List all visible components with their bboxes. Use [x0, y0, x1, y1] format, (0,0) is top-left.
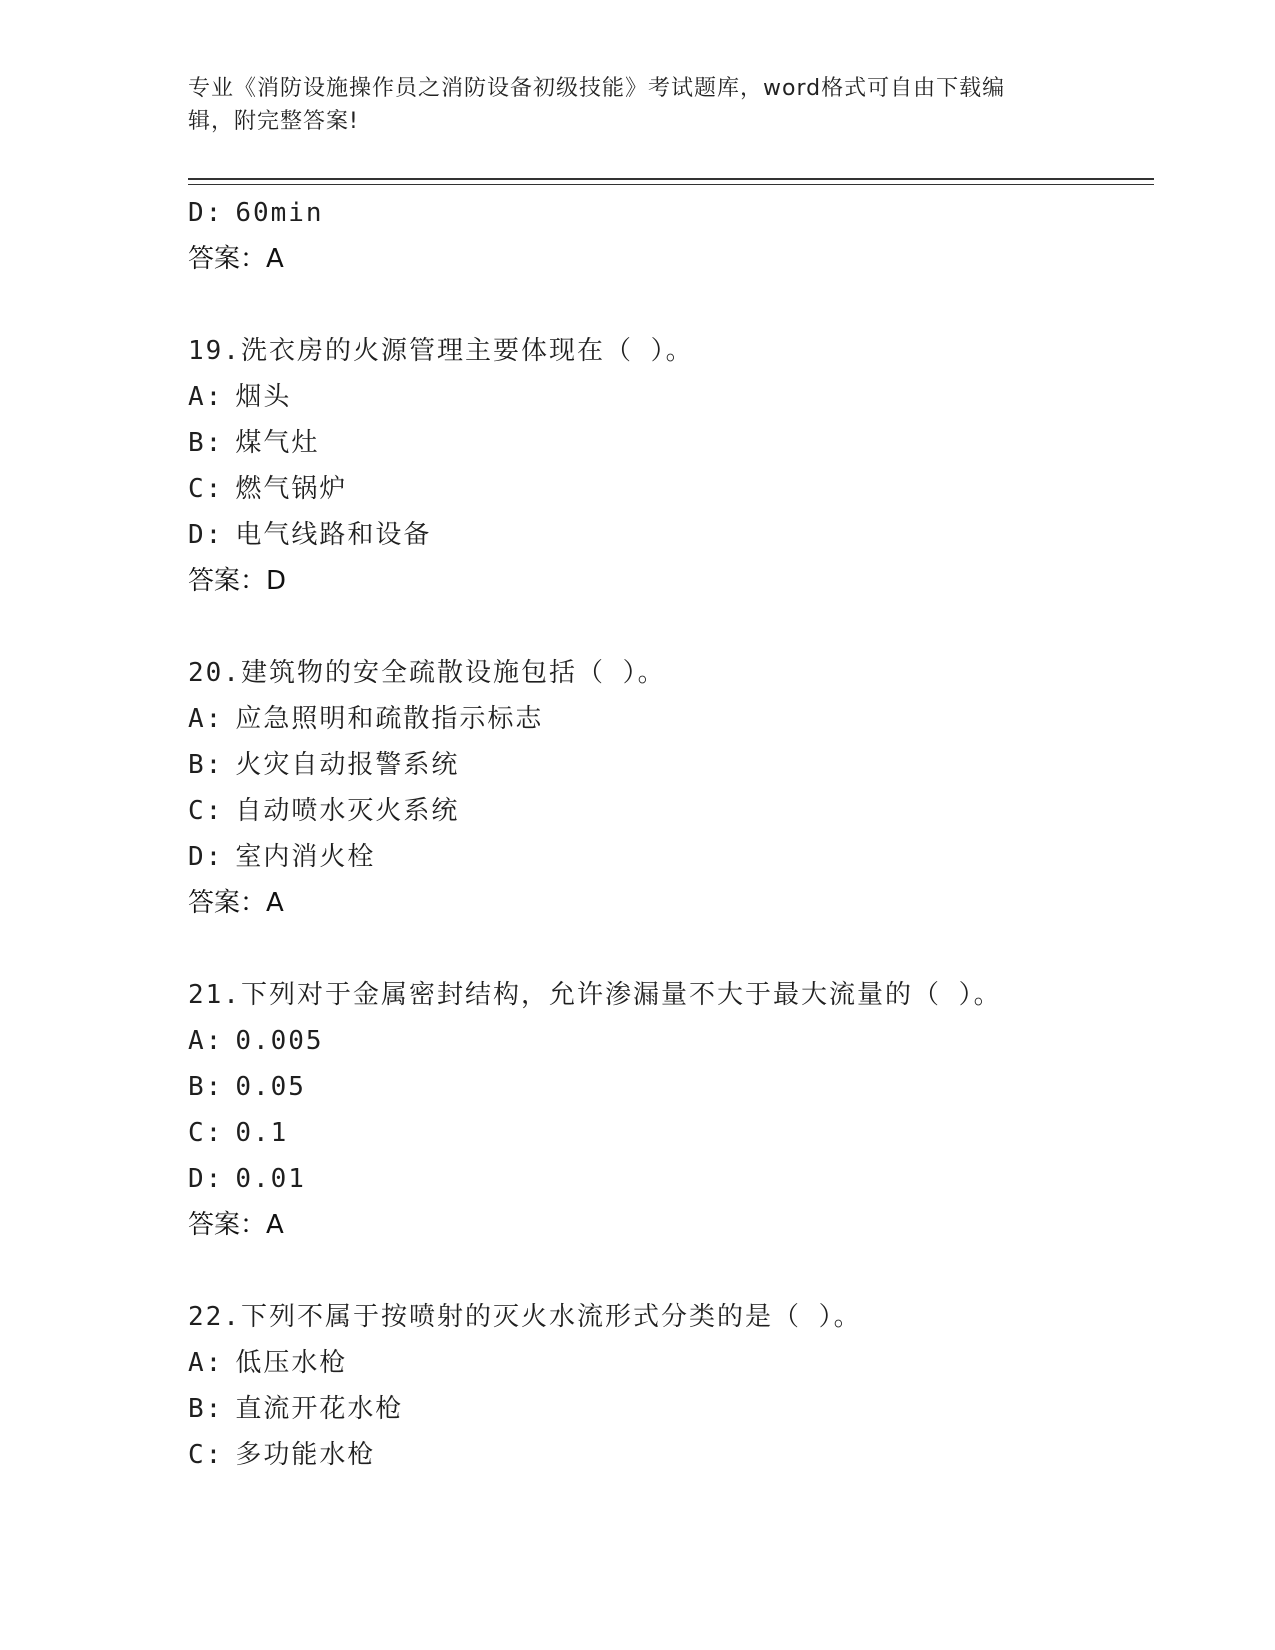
option-label: A: [188, 382, 224, 412]
header-line-2: 辑，附完整答案! [188, 109, 359, 134]
question-answer: 答案：A [188, 1210, 284, 1240]
option-label: B: [188, 750, 224, 780]
option-label: B: [188, 428, 224, 458]
option-text: 室内消火栓 [235, 842, 376, 872]
option-c [188, 1110, 1148, 1156]
question-stem: 21.下列对于金属密封结构，允许渗漏量不大于最大流量的（ ）。 [188, 980, 1002, 1010]
question-stem: 20.建筑物的安全疏散设施包括（ ）。 [188, 658, 666, 688]
option-text: 应急照明和疏散指示标志 [235, 704, 544, 734]
option-text: 燃气锅炉 [235, 474, 348, 504]
option-text: 烟头 [235, 382, 292, 412]
option-a [188, 374, 1148, 420]
option-c [188, 788, 1148, 834]
option-text: 0.01 [235, 1164, 306, 1194]
question-stem: 22.下列不属于按喷射的灭火水流形式分类的是（ ）。 [188, 1302, 862, 1332]
option-a [188, 696, 1148, 742]
option-text: 火灾自动报警系统 [235, 750, 460, 780]
document-header [188, 72, 1068, 138]
spacer [188, 1248, 1148, 1294]
question-21 [188, 972, 1148, 1248]
option-c [188, 1432, 1148, 1478]
question-19 [188, 328, 1148, 604]
option-d [188, 1156, 1148, 1202]
prev-answer: 答案：A [188, 244, 284, 274]
question-answer: 答案：A [188, 888, 284, 918]
option-text: 0.1 [235, 1118, 289, 1148]
document-content [188, 190, 1148, 1478]
option-text: 60min [235, 198, 324, 228]
question-22 [188, 1294, 1148, 1478]
option-b [188, 1064, 1148, 1110]
option-text: 自动喷水灭火系统 [235, 796, 460, 826]
question-answer: 答案：D [188, 566, 287, 596]
option-text: 0.005 [235, 1026, 324, 1056]
option-a [188, 1018, 1148, 1064]
option-text: 0.05 [235, 1072, 306, 1102]
option-text: 电气线路和设备 [235, 520, 432, 550]
question-stem: 19.洗衣房的火源管理主要体现在（ ）。 [188, 336, 694, 366]
option-c [188, 466, 1148, 512]
option-text: 直流开花水枪 [235, 1394, 404, 1424]
option-label: C: [188, 1440, 224, 1470]
prev-option-d [188, 190, 1148, 236]
option-label: A: [188, 704, 224, 734]
option-label: C: [188, 474, 224, 504]
option-b [188, 1386, 1148, 1432]
option-label: D: [188, 842, 224, 872]
option-label: B: [188, 1394, 224, 1424]
option-d [188, 512, 1148, 558]
spacer [188, 604, 1148, 650]
option-label: C: [188, 1118, 224, 1148]
option-label: D: [188, 520, 224, 550]
option-a [188, 1340, 1148, 1386]
option-label: D: [188, 198, 224, 228]
option-text: 煤气灶 [235, 428, 320, 458]
option-label: D: [188, 1164, 224, 1194]
option-label: B: [188, 1072, 224, 1102]
option-d [188, 834, 1148, 880]
spacer [188, 282, 1148, 328]
question-20 [188, 650, 1148, 926]
header-divider-thin [188, 184, 1154, 185]
option-label: C: [188, 796, 224, 826]
option-text: 多功能水枪 [235, 1440, 376, 1470]
option-text: 低压水枪 [235, 1348, 348, 1378]
option-label: A: [188, 1348, 224, 1378]
header-divider-thick [188, 178, 1154, 180]
option-b [188, 742, 1148, 788]
header-line-1: 专业《消防设施操作员之消防设备初级技能》考试题库，word格式可自由下载编 [188, 76, 1006, 101]
option-label: A: [188, 1026, 224, 1056]
spacer [188, 926, 1148, 972]
option-b [188, 420, 1148, 466]
